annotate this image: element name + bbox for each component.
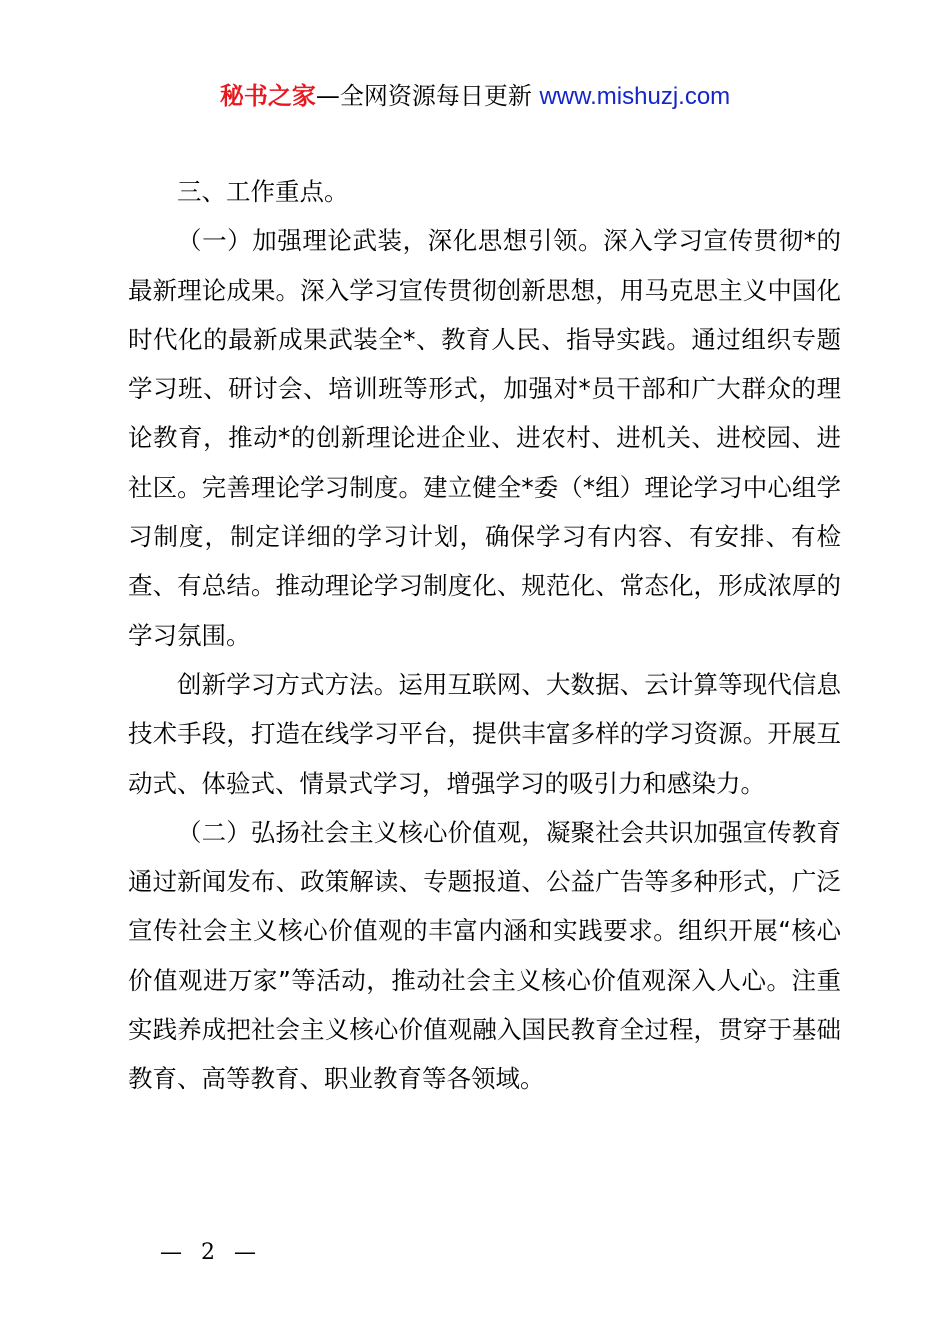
- document-body: [128, 167, 841, 1104]
- site-tagline: —全网资源每日更新: [315, 82, 532, 110]
- site-header: [0, 80, 950, 113]
- body-paragraph: 创新学习方式方法。运用互联网、大数据、云计算等现代信息技术手段，打造在线学习平台，提供丰富多样的学习资源。开展互动式、体验式、情景式学习，增强学习的吸引力和感染力。: [128, 669, 841, 798]
- site-brand: 秘书之家: [219, 82, 316, 110]
- body-paragraph: （一）加强理论武装，深化思想引领。深入学习宣传贯彻*的最新理论成果。深入学习宣传贯彻创新思想，用马克思主义中国化时代化的最新成果武装全*、教育人民、指导实践。通过组织专题学习班、研讨会、培训班等形式，加强对*员干部和广大群众的理论教育，推动*的创新理论进企业、进农村、进机关、进校园、进社区。完善理论学习制度。建立健全*委（*组）理论学习中心组学习制度，制定详细的学习计划，确保学习有内容、有安排、有检查、有总结。推动理论学习制度化、规范化、常态化，形成浓厚的学习氛围。: [128, 226, 841, 650]
- page-number: — 2 —: [160, 1240, 262, 1265]
- site-url-link[interactable]: www.mishuzj.com: [539, 83, 731, 110]
- section-heading: 三、工作重点。: [177, 177, 349, 206]
- body-paragraph: （二）弘扬社会主义核心价值观，凝聚社会共识加强宣传教育通过新闻发布、政策解读、专题报道、公益广告等多种形式，广泛宣传社会主义核心价值观的丰富内涵和实践要求。组织开展“核心价值观进万家”等活动，推动社会主义核心价值观深入人心。注重实践养成把社会主义核心价值观融入国民教育全过程，贯穿于基础教育、高等教育、职业教育等各领域。: [128, 817, 841, 1094]
